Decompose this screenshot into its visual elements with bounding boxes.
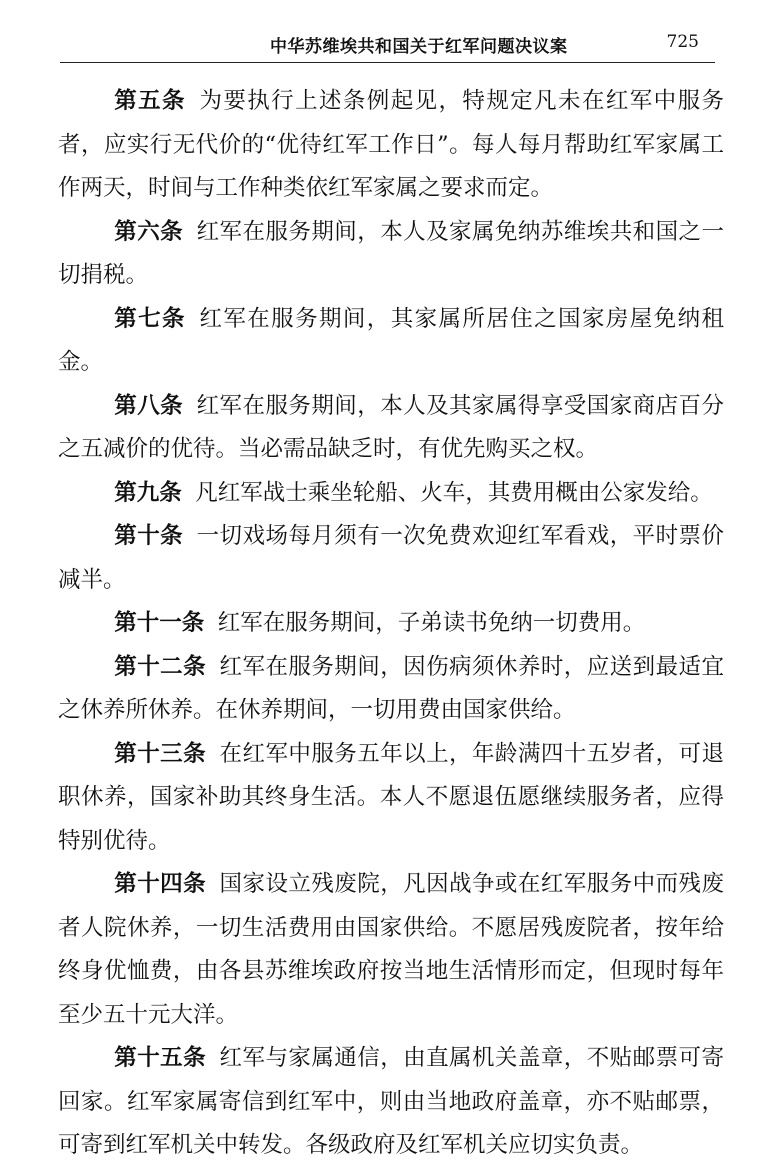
- article-15: [58, 1037, 724, 1168]
- article-text: 为要执行上述条例起见，特规定凡未在红军中服务者，应实行无代价的“优待红军工作日”。每人每月帮助红军家属工作两天，时间与工作种类依红军家属之要求而定。: [58, 88, 724, 201]
- article-8: [58, 385, 724, 472]
- running-header: [60, 26, 715, 63]
- article-number: 第十五条: [114, 1045, 207, 1071]
- article-text: 红军在服务期间，其家属所居住之国家房屋免纳租金。: [58, 305, 724, 375]
- page-number: 725: [666, 32, 699, 52]
- article-10: [58, 515, 724, 602]
- article-text: 红军在服务期间，因伤病须休养时，应送到最适宜之休养所休养。在休养期间，一切用费由国家供给。: [58, 653, 724, 723]
- article-14: [58, 863, 724, 1037]
- article-13: [58, 733, 724, 864]
- article-number: 第十一条: [114, 610, 205, 636]
- header-title: 中华苏维埃共和国关于红军问题决议案: [270, 37, 568, 57]
- article-number: 第十三条: [114, 740, 207, 767]
- article-number: 第九条: [114, 479, 182, 506]
- body-text: [58, 80, 724, 1168]
- article-text: 红军在服务期间，本人及家属免纳苏维埃共和国之一切捐税。: [58, 218, 724, 288]
- article-9: [58, 472, 724, 516]
- article-number: 第七条: [114, 305, 186, 332]
- article-6: [58, 211, 724, 298]
- article-number: 第十二条: [114, 653, 207, 680]
- article-number: 第十条: [114, 523, 184, 549]
- article-7: [58, 298, 724, 385]
- article-number: 第五条: [114, 88, 186, 114]
- article-5: [58, 80, 724, 211]
- article-number: 第六条: [114, 218, 184, 245]
- article-text: 一切戏场每月须有一次免费欢迎红军看戏，平时票价减半。: [58, 523, 724, 593]
- article-text: 红军在服务期间，本人及其家属得享受国家商店百分之五减价的优待。当必需品缺乏时，有优先购买之权。: [58, 392, 724, 462]
- article-text: 在红军中服务五年以上，年龄满四十五岁者，可退职休养，国家补助其终身生活。本人不愿退伍愿继续服务者，应得特别优待。: [58, 740, 724, 854]
- article-number: 第八条: [114, 392, 184, 419]
- article-text: 红军在服务期间，子弟读书免纳一切费用。: [217, 610, 646, 636]
- article-12: [58, 646, 724, 733]
- article-number: 第十四条: [114, 871, 207, 897]
- article-11: [58, 602, 724, 646]
- article-text: 国家设立残废院，凡因战争或在红军服务中而残废者人院休养，一切生活费用由国家供给。不愿居残废院者，按年给终身优恤费，由各县苏维埃政府按当地生活情形而定，但现时每年至少五十元大洋。: [58, 871, 724, 1028]
- article-text: 凡红军战士乘坐轮船、火车，其费用概由公家发给。: [195, 479, 713, 506]
- article-text: 红军与家属通信，由直属机关盖章，不贴邮票可寄回家。红军家属寄信到红军中，则由当地政府盖章，亦不贴邮票，可寄到红军机关中转发。各级政府及红军机关应切实负责。: [58, 1045, 724, 1158]
